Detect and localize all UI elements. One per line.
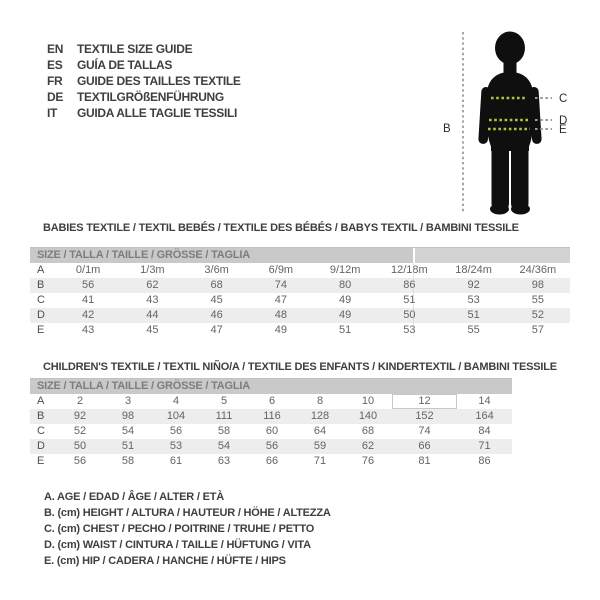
table-row <box>30 263 570 278</box>
table-row <box>30 278 570 293</box>
language-title: GUÍA DE TALLAS <box>77 58 173 72</box>
size-value-cell: 41 <box>82 294 95 306</box>
size-header-bar: SIZE / TALLA / TAILLE / GRÖSSE / TAGLIA <box>30 248 570 263</box>
size-value-cell: 86 <box>403 279 416 291</box>
row-label: E <box>37 324 45 336</box>
table-header-row <box>30 248 570 263</box>
size-value-cell: 0/1m <box>75 264 101 276</box>
row-label: D <box>37 309 45 321</box>
language-title: TEXTILE SIZE GUIDE <box>77 42 193 56</box>
size-value-cell: 71 <box>478 440 491 452</box>
size-value-cell: 54 <box>121 425 135 437</box>
size-value-cell: 66 <box>418 440 431 452</box>
table-row <box>30 424 512 439</box>
size-value-cell: 1/3m <box>140 264 165 276</box>
size-value-cell: 49 <box>339 294 352 306</box>
size-value-cell: 47 <box>274 294 287 306</box>
size-value-cell: 46 <box>210 309 223 321</box>
size-value-cell: 63 <box>217 455 231 467</box>
size-value-cell: 53 <box>403 324 416 336</box>
size-value-cell: 3 <box>124 395 132 407</box>
size-value-cell: 51 <box>121 440 135 452</box>
size-value-cell: 62 <box>146 279 159 291</box>
row-label: C <box>37 294 45 306</box>
size-value-cell: 74 <box>274 279 287 291</box>
legend-line: A. AGE / EDAD / ÂGE / ALTER / ETÀ <box>44 491 225 503</box>
size-value-cell: 66 <box>265 455 279 467</box>
row-label: B <box>37 279 45 291</box>
language-code: ES <box>47 58 63 72</box>
size-value-cell: 49 <box>274 324 287 336</box>
row-label: E <box>37 455 45 467</box>
child-silhouette <box>478 32 542 215</box>
size-value-cell: 49 <box>339 309 352 321</box>
legend-line: C. (cm) CHEST / PECHO / POITRINE / TRUHE / PETTO <box>44 523 315 535</box>
legend-line: E. (cm) HIP / CADERA / HANCHE / HÜFTE / HIPS <box>44 555 286 567</box>
row-label: D <box>37 440 45 452</box>
size-value-cell: 14 <box>478 395 491 407</box>
language-title: GUIDA ALLE TAGLIE TESSILI <box>77 106 238 120</box>
children-size-table <box>30 378 512 469</box>
children-section-title: CHILDREN'S TEXTILE / TEXTIL NIÑO/A / TEXTILE DES ENFANTS / KINDERTEXTIL / BAMBINI TESSILE <box>43 361 557 373</box>
size-value-cell: 44 <box>146 309 159 321</box>
size-value-cell: 12/18m <box>391 264 428 276</box>
size-value-cell: 10 <box>361 395 375 407</box>
size-value-cell: 76 <box>361 455 375 467</box>
size-value-cell: 50 <box>403 309 416 321</box>
language-title: TEXTILGRÖßENFÜHRUNG <box>77 90 224 104</box>
hip-label: E <box>559 124 567 136</box>
babies-section-title: BABIES TEXTILE / TEXTIL BEBÉS / TEXTILE DES BÉBÉS / BABYS TEXTIL / BAMBINI TESSILE <box>43 222 519 234</box>
size-value-cell: 43 <box>82 324 95 336</box>
table-row <box>30 454 512 469</box>
size-value-cell: 116 <box>263 410 281 422</box>
row-label: C <box>37 425 45 437</box>
size-value-cell: 84 <box>478 425 491 437</box>
language-code: IT <box>47 106 58 120</box>
waist-label: D <box>559 115 568 127</box>
language-row <box>47 57 241 73</box>
language-row <box>47 41 241 57</box>
size-value-cell: 74 <box>418 425 431 437</box>
language-code: DE <box>47 90 64 104</box>
size-value-cell: 18/24m <box>455 264 492 276</box>
size-value-cell: 59 <box>313 440 327 452</box>
language-code: EN <box>47 42 64 56</box>
table-row <box>30 293 570 308</box>
size-value-cell: 92 <box>467 279 480 291</box>
size-value-cell: 104 <box>166 410 186 422</box>
size-value-cell: 140 <box>358 410 378 422</box>
size-value-cell: 53 <box>467 294 480 306</box>
chest-label: C <box>559 93 568 105</box>
language-title: GUIDE DES TAILLES TEXTILE <box>77 74 241 88</box>
size-value-cell: 24/36m <box>519 264 557 276</box>
height-label: B <box>443 123 451 135</box>
size-value-cell: 68 <box>361 425 375 437</box>
size-value-cell: 58 <box>121 455 135 467</box>
language-row <box>47 73 241 89</box>
size-value-cell: 86 <box>478 455 491 467</box>
size-value-cell: 60 <box>265 425 279 437</box>
size-value-cell: 56 <box>265 440 279 452</box>
size-value-cell: 45 <box>146 324 159 336</box>
size-value-cell: 47 <box>210 324 223 336</box>
size-value-cell: 8 <box>316 395 324 407</box>
legend-line: D. (cm) WAIST / CINTURA / TAILLE / HÜFTUNG / VITA <box>44 539 311 551</box>
size-value-cell: 62 <box>361 440 375 452</box>
language-title-list <box>47 41 241 121</box>
language-code: FR <box>47 74 63 88</box>
size-value-cell: 164 <box>475 410 494 422</box>
legend-line: B. (cm) HEIGHT / ALTURA / HAUTEUR / HÖHE / ALTEZZA <box>44 507 331 519</box>
measurement-legend <box>44 489 331 569</box>
table-row <box>30 394 512 409</box>
size-value-cell: 51 <box>467 309 480 321</box>
size-value-cell: 50 <box>73 440 87 452</box>
table-row <box>30 323 570 338</box>
size-value-cell: 48 <box>274 309 287 321</box>
table-row <box>30 439 512 454</box>
size-value-cell: 56 <box>169 425 183 437</box>
size-value-cell: 61 <box>169 455 183 467</box>
size-value-cell: 98 <box>121 410 135 422</box>
size-value-cell: 6/9m <box>268 264 294 276</box>
language-row <box>47 89 241 105</box>
row-label: A <box>37 264 45 276</box>
size-value-cell: 56 <box>82 279 95 291</box>
size-value-cell: 52 <box>73 425 87 437</box>
size-value-cell: 71 <box>313 455 327 467</box>
size-value-cell: 42 <box>82 309 95 321</box>
size-value-cell: 55 <box>467 324 480 336</box>
size-value-cell: 68 <box>210 279 223 291</box>
row-label: B <box>37 410 45 422</box>
size-value-cell: 92 <box>73 410 87 422</box>
size-value-cell: 58 <box>217 425 231 437</box>
table-row <box>30 409 512 424</box>
size-value-cell: 51 <box>339 324 352 336</box>
size-header-bar: SIZE / TALLA / TAILLE / GRÖSSE / TAGLIA <box>30 379 512 394</box>
child-measurement-diagram <box>440 10 600 225</box>
size-value-cell: 80 <box>339 279 352 291</box>
size-value-cell: 64 <box>313 425 327 437</box>
size-value-cell: 9/12m <box>329 264 361 276</box>
size-value-cell: 45 <box>210 294 223 306</box>
size-value-cell: 6 <box>268 395 276 407</box>
size-value-cell: 128 <box>310 410 330 422</box>
language-row <box>47 105 241 121</box>
size-value-cell: 152 <box>415 410 434 422</box>
size-value-cell: 5 <box>220 395 228 407</box>
babies-size-table <box>30 247 570 338</box>
row-label: A <box>37 395 45 407</box>
size-value-cell: 2 <box>76 395 84 407</box>
size-value-cell: 51 <box>403 294 416 306</box>
size-value-cell: 12 <box>392 394 457 409</box>
size-value-cell: 98 <box>531 279 544 291</box>
size-value-cell: 56 <box>73 455 87 467</box>
size-value-cell: 111 <box>215 410 233 422</box>
size-value-cell: 57 <box>531 324 544 336</box>
size-value-cell: 81 <box>418 455 431 467</box>
size-value-cell: 4 <box>172 395 180 407</box>
size-value-cell: 52 <box>531 309 544 321</box>
size-value-cell: 53 <box>169 440 183 452</box>
size-value-cell: 54 <box>217 440 231 452</box>
table-row <box>30 308 570 323</box>
table-header-row <box>30 379 512 394</box>
size-value-cell: 55 <box>531 294 544 306</box>
size-value-cell: 43 <box>146 294 159 306</box>
size-value-cell: 3/6m <box>204 264 229 276</box>
